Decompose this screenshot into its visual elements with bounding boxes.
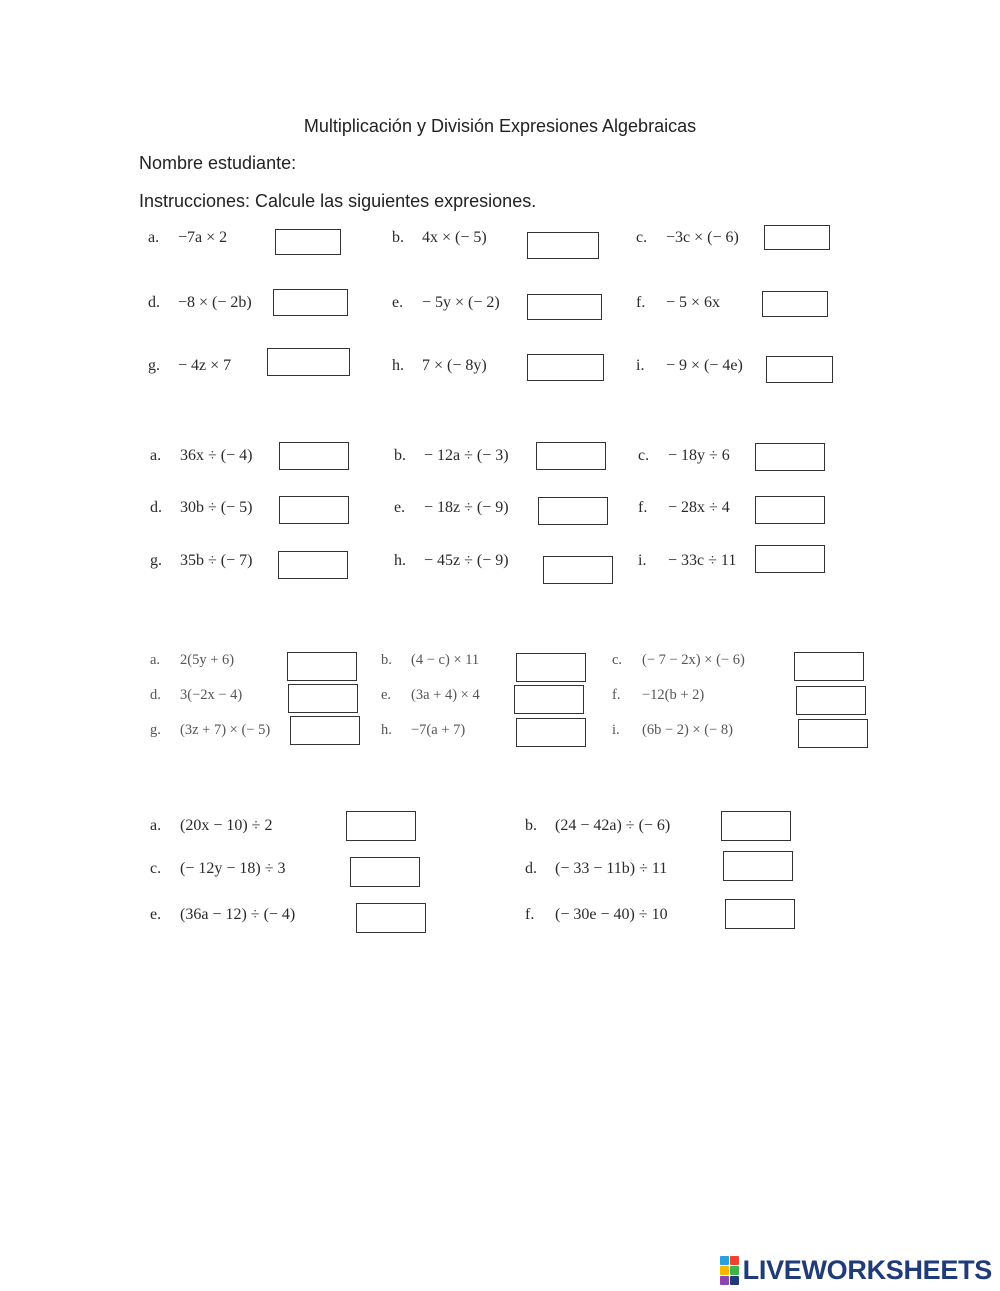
exercise-expression: − 9 × (− 4e) — [666, 357, 743, 374]
exercise-label: c. — [150, 860, 162, 877]
exercise-expression: −7(a + 7) — [411, 722, 466, 738]
exercise-expression: − 12a ÷ (− 3) — [424, 447, 509, 464]
exercise-label: b. — [392, 229, 404, 246]
exercise-4c — [150, 860, 285, 878]
answer-box-4d[interactable] — [723, 851, 793, 881]
exercise-3d — [150, 687, 242, 704]
exercise-label: e. — [150, 906, 162, 923]
logo-block — [730, 1256, 739, 1265]
answer-box-1d[interactable] — [273, 289, 348, 316]
exercise-2f — [638, 499, 730, 517]
exercise-expression: (6b − 2) × (− 8) — [642, 722, 733, 738]
answer-box-2h[interactable] — [543, 556, 613, 584]
exercise-4f — [525, 906, 668, 924]
answer-box-3i[interactable] — [798, 719, 868, 748]
answer-box-1c[interactable] — [764, 225, 830, 250]
exercise-2h — [394, 552, 509, 570]
exercise-3g — [150, 722, 270, 739]
liveworksheets-logo — [720, 1255, 992, 1285]
exercise-label: i. — [636, 357, 645, 374]
exercise-label: e. — [394, 499, 406, 516]
exercise-label: c. — [612, 652, 623, 668]
exercise-2b — [394, 447, 509, 465]
answer-box-2b[interactable] — [536, 442, 606, 470]
exercise-expression: 7 × (− 8y) — [422, 357, 487, 374]
logo-block — [730, 1276, 739, 1285]
exercise-expression: −12(b + 2) — [642, 687, 705, 703]
exercise-1d — [148, 294, 252, 312]
exercise-expression: − 5 × 6x — [666, 294, 721, 311]
exercise-1i — [636, 357, 743, 375]
exercise-3b — [381, 652, 479, 669]
exercise-1b — [392, 229, 487, 247]
exercise-label: f. — [638, 499, 648, 516]
answer-box-2e[interactable] — [538, 497, 608, 525]
exercise-expression: (3z + 7) × (− 5) — [180, 722, 271, 738]
exercise-expression: 35b ÷ (− 7) — [180, 552, 253, 569]
exercise-expression: (− 7 − 2x) × (− 6) — [642, 652, 745, 668]
answer-box-3e[interactable] — [514, 685, 584, 714]
exercise-1f — [636, 294, 720, 312]
answer-box-1a[interactable] — [275, 229, 341, 255]
exercise-2i — [638, 552, 736, 570]
logo-block — [730, 1266, 739, 1275]
exercise-label: h. — [392, 357, 404, 374]
answer-box-3b[interactable] — [516, 653, 586, 682]
exercise-label: b. — [381, 652, 392, 668]
answer-box-4f[interactable] — [725, 899, 795, 929]
exercise-expression: − 4z × 7 — [178, 357, 232, 374]
exercise-expression: − 28x ÷ 4 — [668, 499, 730, 516]
answer-box-1f[interactable] — [762, 291, 828, 317]
exercise-expression: 36x ÷ (− 4) — [180, 447, 253, 464]
exercise-label: g. — [150, 552, 162, 569]
answer-box-4a[interactable] — [346, 811, 416, 841]
logo-block — [720, 1256, 729, 1265]
exercise-2e — [394, 499, 509, 517]
exercise-expression: (36a − 12) ÷ (− 4) — [180, 906, 296, 923]
page-title: Multiplicación y División Expresiones Algebraicas — [303, 116, 697, 136]
exercise-4d — [525, 860, 667, 878]
answer-box-2g[interactable] — [278, 551, 348, 579]
exercise-1a — [148, 229, 227, 247]
exercise-expression: −7a × 2 — [178, 229, 228, 246]
exercise-1c — [636, 229, 739, 247]
exercise-2c — [638, 447, 730, 465]
exercise-expression: (4 − c) × 11 — [411, 652, 480, 668]
answer-box-2d[interactable] — [279, 496, 349, 524]
exercise-2d — [150, 499, 252, 517]
answer-box-1g[interactable] — [267, 348, 350, 376]
exercise-3c — [612, 652, 745, 669]
exercise-label: h. — [381, 722, 392, 738]
exercise-expression: 2(5y + 6) — [180, 652, 235, 668]
exercise-label: d. — [150, 499, 162, 516]
answer-box-4c[interactable] — [350, 857, 420, 887]
exercise-label: d. — [148, 294, 160, 311]
answer-box-2c[interactable] — [755, 443, 825, 471]
exercise-expression: − 33c ÷ 11 — [668, 552, 737, 569]
exercise-label: f. — [612, 687, 621, 703]
answer-box-2f[interactable] — [755, 496, 825, 524]
logo-block — [720, 1266, 729, 1275]
exercise-label: a. — [150, 652, 161, 668]
exercise-3a — [150, 652, 234, 669]
answer-box-3f[interactable] — [796, 686, 866, 715]
exercise-1h — [392, 357, 487, 375]
exercise-label: h. — [394, 552, 406, 569]
exercise-label: d. — [525, 860, 537, 877]
exercise-expression: (− 30e − 40) ÷ 10 — [555, 906, 668, 923]
student-name-label: Nombre estudiante: — [139, 153, 297, 173]
exercise-label: e. — [392, 294, 404, 311]
exercise-label: c. — [636, 229, 648, 246]
liveworksheets-logo-icon — [720, 1256, 739, 1285]
exercise-label: c. — [638, 447, 650, 464]
exercise-2a — [150, 447, 252, 465]
exercise-1e — [392, 294, 500, 312]
answer-box-3g[interactable] — [290, 716, 360, 745]
exercise-2g — [150, 552, 252, 570]
exercise-label: a. — [148, 229, 160, 246]
exercise-expression: −8 × (− 2b) — [178, 294, 252, 311]
exercise-expression: (− 33 − 11b) ÷ 11 — [555, 860, 668, 877]
logo-wordmark: LIVEWORKSHEETS — [742, 1254, 992, 1285]
exercise-label: f. — [636, 294, 646, 311]
exercise-4b — [525, 817, 670, 835]
exercise-label: b. — [525, 817, 537, 834]
exercise-expression: (3a + 4) × 4 — [411, 687, 480, 703]
exercise-expression: 3(−2x − 4) — [180, 687, 243, 703]
exercise-label: i. — [638, 552, 647, 569]
exercise-1g — [148, 357, 231, 375]
exercise-expression: (24 − 42a) ÷ (− 6) — [555, 817, 671, 834]
answer-box-2i[interactable] — [755, 545, 825, 573]
exercise-label: e. — [381, 687, 392, 703]
logo-block — [720, 1276, 729, 1285]
exercise-label: d. — [150, 687, 161, 703]
answer-box-3h[interactable] — [516, 718, 586, 747]
exercise-expression: 30b ÷ (− 5) — [180, 499, 253, 516]
exercise-expression: (− 12y − 18) ÷ 3 — [180, 860, 286, 877]
exercise-label: g. — [150, 722, 161, 738]
exercise-label: a. — [150, 817, 162, 834]
answer-box-3c[interactable] — [794, 652, 864, 681]
exercise-expression: (20x − 10) ÷ 2 — [180, 817, 273, 834]
answer-box-2a[interactable] — [279, 442, 349, 470]
answer-box-3d[interactable] — [288, 684, 358, 713]
exercise-3e — [381, 687, 480, 704]
exercise-expression: −3c × (− 6) — [666, 229, 739, 246]
exercise-expression: − 18y ÷ 6 — [668, 447, 730, 464]
answer-box-4e[interactable] — [356, 903, 426, 933]
exercise-label: a. — [150, 447, 162, 464]
answer-box-1e[interactable] — [527, 294, 602, 320]
exercise-3f — [612, 687, 704, 704]
exercise-4e — [150, 906, 295, 924]
answer-box-1h[interactable] — [527, 354, 604, 381]
answer-box-1b[interactable] — [527, 232, 599, 259]
answer-box-3a[interactable] — [287, 652, 357, 681]
exercise-label: f. — [525, 906, 535, 923]
exercise-3h — [381, 722, 465, 739]
exercise-4a — [150, 817, 272, 835]
exercise-label: i. — [612, 722, 620, 738]
exercise-expression: − 18z ÷ (− 9) — [424, 499, 509, 516]
instructions-text: Instrucciones: Calcule las siguientes expresiones. — [139, 191, 537, 211]
answer-box-4b[interactable] — [721, 811, 791, 841]
exercise-expression: 4x × (− 5) — [422, 229, 487, 246]
exercise-3i — [612, 722, 733, 739]
exercise-expression: − 45z ÷ (− 9) — [424, 552, 509, 569]
exercise-label: b. — [394, 447, 406, 464]
exercise-label: g. — [148, 357, 160, 374]
answer-box-1i[interactable] — [766, 356, 833, 383]
exercise-expression: − 5y × (− 2) — [422, 294, 500, 311]
